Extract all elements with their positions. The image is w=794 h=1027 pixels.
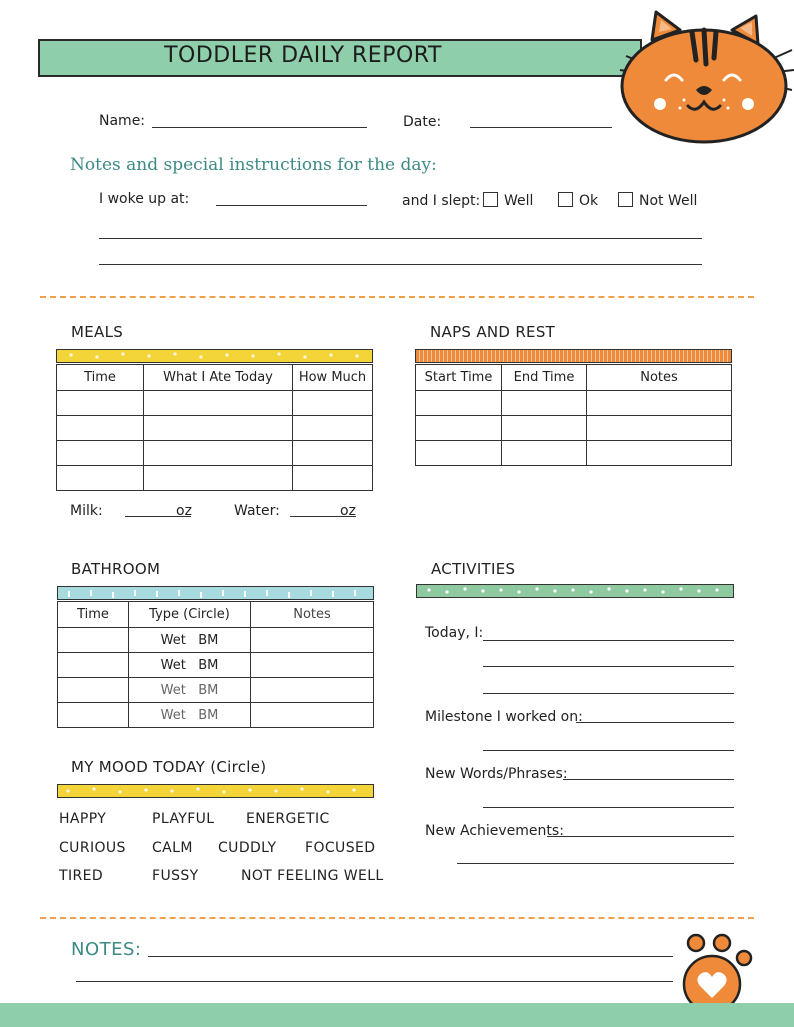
- mood-focused[interactable]: FOCUSED: [305, 840, 376, 856]
- table-row: [416, 391, 732, 416]
- table-row: [57, 441, 373, 466]
- footer-notes-line-1[interactable]: [148, 956, 673, 957]
- meal-time-cell[interactable]: [57, 416, 144, 441]
- bathroom-band: [57, 586, 374, 600]
- sleep-option-ok[interactable]: Ok: [558, 192, 598, 209]
- naps-col-notes: Notes: [587, 365, 732, 391]
- table-row: [416, 416, 732, 441]
- bathroom-time-cell[interactable]: [58, 678, 129, 703]
- section-divider-bottom: [40, 917, 754, 919]
- not-well-checkbox[interactable]: [618, 192, 633, 207]
- meal-time-cell[interactable]: [57, 391, 144, 416]
- naps-band: [415, 349, 732, 363]
- water-label: Water:: [234, 503, 280, 519]
- meal-amount-cell[interactable]: [293, 466, 373, 491]
- nap-notes-cell[interactable]: [587, 416, 732, 441]
- meals-col-time: Time: [57, 365, 144, 391]
- bathroom-col-type: Type (Circle): [129, 602, 251, 628]
- nap-end-cell[interactable]: [502, 441, 587, 466]
- milk-unit: oz: [176, 503, 192, 519]
- bathroom-table: [57, 601, 374, 728]
- table-row: [57, 391, 373, 416]
- woke-up-label: I woke up at:: [99, 191, 190, 207]
- bathroom-col-time: Time: [58, 602, 129, 628]
- footer-band: [0, 1003, 794, 1027]
- milestone-line-1[interactable]: [576, 722, 734, 723]
- words-line-1[interactable]: [563, 779, 734, 780]
- today-line-2[interactable]: [483, 666, 734, 667]
- bathroom-time-cell[interactable]: [58, 703, 129, 728]
- bathroom-type-cell[interactable]: Wet BM: [129, 653, 251, 678]
- bathroom-notes-cell[interactable]: [251, 653, 374, 678]
- today-line-3[interactable]: [483, 693, 734, 694]
- meal-amount-cell[interactable]: [293, 391, 373, 416]
- bathroom-type-cell[interactable]: Wet BM: [129, 703, 251, 728]
- name-field[interactable]: [152, 127, 367, 128]
- achievements-line-2[interactable]: [457, 863, 734, 864]
- milestone-line-2[interactable]: [483, 750, 734, 751]
- bathroom-title: BATHROOM: [71, 560, 161, 578]
- ok-checkbox[interactable]: [558, 192, 573, 207]
- milestone-label: Milestone I worked on:: [425, 709, 583, 725]
- achievements-label: New Achievements:: [425, 823, 564, 839]
- naps-title: NAPS AND REST: [430, 323, 556, 341]
- nap-notes-cell[interactable]: [587, 441, 732, 466]
- meals-band: [56, 349, 373, 363]
- mood-happy[interactable]: HAPPY: [59, 811, 107, 827]
- nap-start-cell[interactable]: [416, 416, 502, 441]
- page-title: TODDLER DAILY REPORT: [164, 43, 442, 68]
- meal-food-cell[interactable]: [144, 441, 293, 466]
- notes-heading: Notes and special instructions for the day:: [70, 155, 437, 175]
- meal-food-cell[interactable]: [144, 416, 293, 441]
- sleep-option-well[interactable]: Well: [483, 192, 533, 209]
- mood-not-feeling-well[interactable]: NOT FEELING WELL: [241, 868, 384, 884]
- mood-playful[interactable]: PLAYFUL: [152, 811, 215, 827]
- meals-col-amount: How Much: [293, 365, 373, 391]
- meals-col-food: What I Ate Today: [144, 365, 293, 391]
- mood-band: [57, 784, 374, 798]
- naps-col-start: Start Time: [416, 365, 502, 391]
- bathroom-notes-cell[interactable]: [251, 703, 374, 728]
- today-label: Today, I:: [425, 625, 484, 641]
- notes-footer-label: NOTES:: [71, 939, 142, 960]
- notes-line-1[interactable]: [99, 238, 702, 239]
- nap-end-cell[interactable]: [502, 416, 587, 441]
- water-unit: oz: [340, 503, 356, 519]
- nap-end-cell[interactable]: [502, 391, 587, 416]
- table-row: [58, 703, 374, 728]
- milk-label: Milk:: [70, 503, 103, 519]
- meals-table: [56, 364, 373, 491]
- name-label: Name:: [99, 113, 146, 129]
- table-row: [58, 678, 374, 703]
- mood-calm[interactable]: CALM: [152, 840, 193, 856]
- bathroom-notes-cell[interactable]: [251, 678, 374, 703]
- table-row: [57, 466, 373, 491]
- sleep-option-not-well[interactable]: Not Well: [618, 192, 697, 209]
- naps-table: [415, 364, 732, 466]
- meal-amount-cell[interactable]: [293, 416, 373, 441]
- bathroom-type-cell[interactable]: Wet BM: [129, 628, 251, 653]
- mood-curious[interactable]: CURIOUS: [59, 840, 126, 856]
- bathroom-type-cell[interactable]: Wet BM: [129, 678, 251, 703]
- paw-print-icon: [670, 928, 760, 1014]
- today-line-1[interactable]: [483, 640, 734, 641]
- woke-up-field[interactable]: [216, 205, 367, 206]
- meal-food-cell[interactable]: [144, 391, 293, 416]
- date-label: Date:: [403, 114, 442, 130]
- mood-tired[interactable]: TIRED: [59, 868, 104, 884]
- nap-start-cell[interactable]: [416, 441, 502, 466]
- activities-title: ACTIVITIES: [431, 560, 516, 578]
- meal-time-cell[interactable]: [57, 441, 144, 466]
- well-checkbox[interactable]: [483, 192, 498, 207]
- slept-label: and I slept:: [402, 193, 481, 209]
- meals-title: MEALS: [71, 323, 124, 341]
- words-label: New Words/Phrases:: [425, 766, 568, 782]
- activities-band: [416, 584, 734, 598]
- nap-notes-cell[interactable]: [587, 391, 732, 416]
- meal-amount-cell[interactable]: [293, 441, 373, 466]
- mood-title: MY MOOD TODAY (Circle): [71, 758, 267, 776]
- notes-line-2[interactable]: [99, 264, 702, 265]
- mood-energetic[interactable]: ENERGETIC: [246, 811, 330, 827]
- bathroom-notes-cell[interactable]: [251, 628, 374, 653]
- tiger-mascot-icon: [612, 8, 794, 148]
- words-line-2[interactable]: [483, 807, 734, 808]
- table-row: [58, 653, 374, 678]
- bathroom-time-cell[interactable]: [58, 653, 129, 678]
- table-row: [58, 628, 374, 653]
- date-field[interactable]: [470, 127, 612, 128]
- section-divider-top: [40, 296, 754, 298]
- meal-food-cell[interactable]: [144, 466, 293, 491]
- footer-notes-line-2[interactable]: [76, 981, 673, 982]
- nap-start-cell[interactable]: [416, 391, 502, 416]
- bathroom-time-cell[interactable]: [58, 628, 129, 653]
- naps-col-end: End Time: [502, 365, 587, 391]
- achievements-line-1[interactable]: [547, 836, 734, 837]
- meal-time-cell[interactable]: [57, 466, 144, 491]
- mood-fussy[interactable]: FUSSY: [152, 868, 199, 884]
- table-row: [57, 416, 373, 441]
- mood-cuddly[interactable]: CUDDLY: [218, 840, 277, 856]
- table-row: [416, 441, 732, 466]
- bathroom-col-notes: Notes: [251, 602, 374, 628]
